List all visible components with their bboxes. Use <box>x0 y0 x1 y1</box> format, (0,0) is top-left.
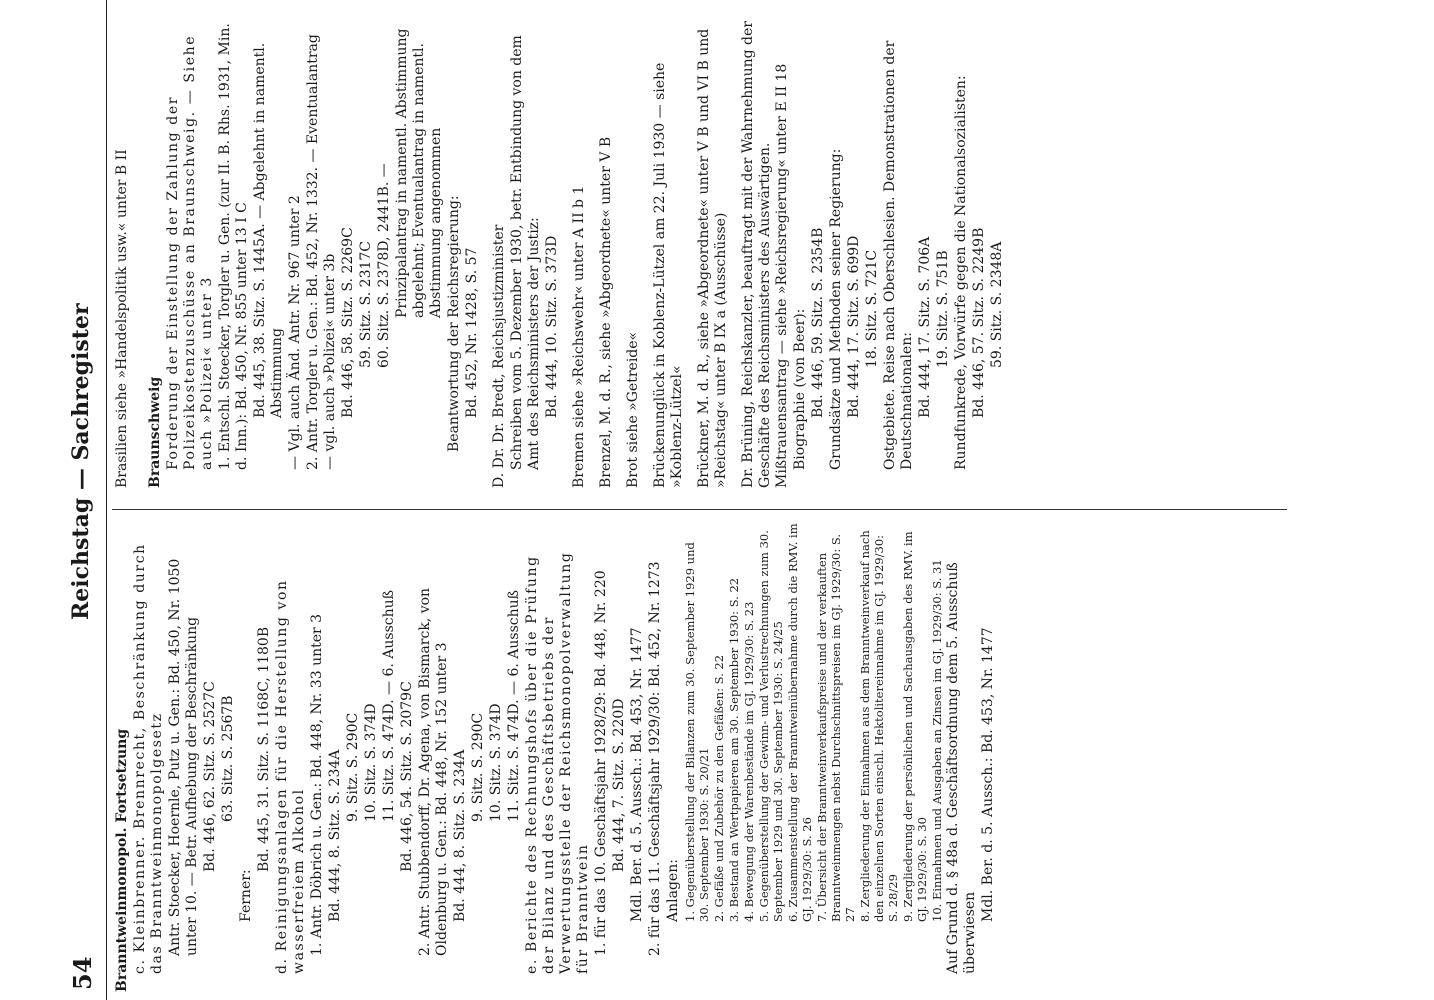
spacer <box>643 18 651 488</box>
index-entry: 19. Sitz. S. 751B <box>935 250 951 368</box>
index-entry: 5. Gegenüberstellung der Gewinn- und Verlustrechnungen zum 30. September 1929 und 30. September 1930: S. 24/25 <box>757 530 785 922</box>
index-entry: 60. Sitz. S. 2378D, 2441B. — <box>376 163 392 368</box>
index-entry: 9. Zergliederung der persönlichen und Sachausgaben des RMV. im GJ. 1929/30: S. 30 <box>901 531 929 922</box>
spacer <box>616 18 624 488</box>
index-entry: 2. für das 11. Geschäftsjahr 1929/30: Bd. 452, Nr. 1273 <box>647 561 663 956</box>
index-entry: 1. Gegenüberstellung der Bilanzen zum 30. September 1929 und 30. September 1930: S. 20/21 <box>683 542 711 922</box>
index-entry: Bremen siehe »Reichswehr« unter A II b 1 <box>571 185 587 488</box>
index-entry: Auf Grund d. § 48a d. Geschäftsordnung dem 5. Ausschuß überwiesen <box>945 562 978 974</box>
index-entry: 6. Zusammenstellung der Branntweinübernahme durch die RMV. im GJ. 1929/30: S. 26 <box>786 523 814 922</box>
spacer <box>589 18 597 488</box>
index-entry: Bd. 445, 31. Sitz. S. 1168C, 1180B <box>256 626 272 872</box>
spacer <box>482 18 490 488</box>
index-entry: Forderung der Einstellung der Zahlung der Polizeikostenzuschüsse an Braunschweig. — Siehe auch »Polizei« unter 3 <box>165 34 215 470</box>
index-entry: Bd. 446, 62. Sitz. S. 2527C <box>202 681 218 872</box>
column-divider <box>112 509 1287 510</box>
spacer <box>731 18 739 488</box>
index-entry: Ostgebiete. Reise nach Oberschlesien. Demonstrationen der Deutschnationalen: <box>882 40 915 470</box>
index-entry: Biographie (von Beer): <box>792 308 808 470</box>
index-entry: Bd. 444, 17. Sitz. S. 706A <box>917 236 933 418</box>
index-entry: Bd. 446, 54. Sitz. S. 2079C <box>399 681 415 872</box>
index-entry: 11. Sitz. S. 474D. — 6. Ausschuß <box>506 589 522 822</box>
index-entry: 2. Antr. Torgler u. Gen.: Bd. 452, Nr. 1332. — Eventualantrag — vgl. auch »Polizei« unter 3b <box>305 34 338 470</box>
index-entry: Branntweinmonopol. Fortsetzung <box>114 728 130 992</box>
running-title: Reichstag — Sachregister <box>68 303 94 620</box>
index-entry: 1. Entschl. Stoecker, Torgler u. Gen. (zur II. B. Rhs. 1931, Min. d. Inn.): Bd. 450, Nr. 855 unter 13 I C <box>217 23 250 470</box>
index-entry: c. Kleinbrenner. Brennrecht, Beschränkung durch das Branntweinmonopolgesetz <box>132 543 165 974</box>
index-entry: Bd. 445, 38. Sitz. S. 1445A. — Abgelehnt in namentl. Abstimmung <box>252 42 285 418</box>
index-entry: 1. Antr. Döbrich u. Gen.: Bd. 448, Nr. 33 unter 3 <box>309 613 325 956</box>
dfg-credit <box>1417 8 1434 388</box>
index-entry: Bd. 444, 10. Sitz. S. 373D <box>544 235 560 418</box>
index-entry: — Vgl. auch Änd. Antr. Nr. 967 unter 2 <box>287 195 303 470</box>
index-entry: 63. Sitz. S. 2567B <box>220 695 236 822</box>
index-entry: Beantwortung der Reichsregierung: <box>446 195 462 452</box>
index-entry: Antr. Stoecker, Hoernle, Putz u. Gen.: Bd. 450, Nr. 1050 unter 10. — Betr. Aufhebung der Beschränkung <box>167 558 200 956</box>
index-entry: 18. Sitz. S. 721C <box>864 249 880 368</box>
index-entry: Brasilien siehe »Handelspolitik usw.« unter B II <box>114 149 130 488</box>
index-entry: Brot siehe »Getreide« <box>625 331 641 488</box>
index-entry: e. Berichte des Rechnungshofs über die Prüfung der Bilanz und des Geschäftsbetriebs der Verwertungsstelle der Reichsmonopolverwaltung für Branntwein <box>524 551 591 974</box>
index-entry: Bd. 444, 8. Sitz. S. 234A <box>452 749 468 922</box>
index-entry: Bd. 446, 57. Sitz. S. 2249B <box>971 227 987 418</box>
index-entry: d. Reinigungsanlagen für die Herstellung von wasserfreiem Alkohol <box>274 579 307 974</box>
index-entry: Rundfunkrede, Vorwürfe gegen die Nationalsozialisten: <box>953 75 969 470</box>
spacer <box>132 18 146 488</box>
index-entry: Bd. 444, 7. Sitz. S. 220D <box>611 698 627 872</box>
index-entry: Bd. 446, 58. Sitz. S. 2269C <box>340 227 356 418</box>
rotated-page <box>62 0 1292 1000</box>
index-entry: Bd. 444, 8. Sitz. S. 234A <box>327 749 343 922</box>
index-entry: 3. Bestand an Wertpapieren am 30. September 1930: S. 22 <box>727 577 741 922</box>
index-entry: 11. Sitz. S. 474D. — 6. Ausschuß <box>381 589 397 822</box>
index-entry: 10. Sitz. S. 374D <box>363 703 379 822</box>
index-entry: 2. Antr. Stubbendorff, Dr. Agena, von Bismarck, von Oldenburg u. Gen.: Bd. 448, Nr. 152 unter 3 <box>417 587 450 956</box>
right-column <box>114 18 1007 488</box>
index-entry: 59. Sitz. S. 2348A <box>989 241 1005 368</box>
index-entry: Braunschweig <box>147 376 163 488</box>
index-entry: Grundsätze und Methoden seiner Regierung: <box>828 148 844 470</box>
index-entry: Dr. Brüning, Reichskanzler, beauftragt mit der Wahrnehmung der Geschäfte des Reichsministers des Auswärtigen. Mißtrauensantrag — siehe »Reichsregierung« unter E II 18 <box>740 21 790 488</box>
index-entry: Bd. 452, Nr. 1428, S. 57 <box>464 247 480 418</box>
index-entry: Anlagen: <box>665 859 681 922</box>
index-entry: Mdl. Ber. d. 5. Aussch.: Bd. 453, Nr. 1477 <box>980 627 996 922</box>
index-entry: 10. Sitz. S. 374D <box>488 703 504 822</box>
spacer <box>562 18 570 488</box>
left-column <box>114 522 998 992</box>
index-entry: Brückner, M. d. R., siehe »Abgeordnete« unter V B und VI B und »Reichstag« unter B IX a (Ausschüsse) <box>696 28 729 488</box>
index-entry: Prinzipalantrag in namentl. Abstimmung abgelehnt; Eventualantrag in namentl. Abstimmung angenommen <box>394 28 444 318</box>
index-entry: 8. Zergliederung der Einnahmen aus dem Branntweinverkauf nach den einzelnen Sorten einschl. Hektolitereinnahme im GJ. 1929/30: S. 28/29 <box>858 530 900 922</box>
index-entry: 9. Sitz. S. 290C <box>345 712 361 822</box>
index-entry: 1. für das 10. Geschäftsjahr 1928/29: Bd. 448, Nr. 220 <box>593 570 609 956</box>
index-entry: 2. Gefäße und Zubehör zu den Gefäßen: S. 22 <box>712 654 726 922</box>
index-entry: Ferner: <box>238 869 254 922</box>
index-entry: Bd. 446, 59. Sitz. S. 2354B <box>810 227 826 418</box>
page-number: 54 <box>68 956 97 990</box>
index-entry: Bd. 444, 17. Sitz. S. 699D <box>846 235 862 418</box>
index-entry: Brückenunglück in Koblenz-Lützel am 22. Juli 1930 — siehe »Koblenz-Lützel« <box>652 62 685 488</box>
index-entry: 4. Bewegung der Warenbestände im GJ. 1929/30: S. 23 <box>742 601 756 922</box>
index-entry: 10. Einnahmen und Ausgaben an Zinsen im GJ. 1929/30: S. 31 <box>930 559 944 922</box>
index-entry: D. Dr. Dr. Bredt, Reichsjustizminister <box>491 224 507 488</box>
index-entry: Brenzel, M. d. R., siehe »Abgeordnete« unter V B <box>598 136 614 488</box>
index-entry: 59. Sitz. S. 2317C <box>358 240 374 368</box>
page-header <box>62 0 107 1000</box>
index-entry: 9. Sitz. S. 290C <box>470 712 486 822</box>
index-entry: 7. Übersicht der Branntweinverkaufspreise und der verkauften Branntweinmengen nebst Durchschnittspreisen im GJ. 1929/30: S. 27 <box>815 533 857 922</box>
index-entry: Schreiben vom 5. Dezember 1930, betr. Entbindung von dem Amt des Reichsministers der Justiz: <box>509 35 542 470</box>
spacer <box>687 18 695 488</box>
index-entry: Mdl. Ber. d. 5. Aussch.: Bd. 453, Nr. 1477 <box>629 627 645 922</box>
